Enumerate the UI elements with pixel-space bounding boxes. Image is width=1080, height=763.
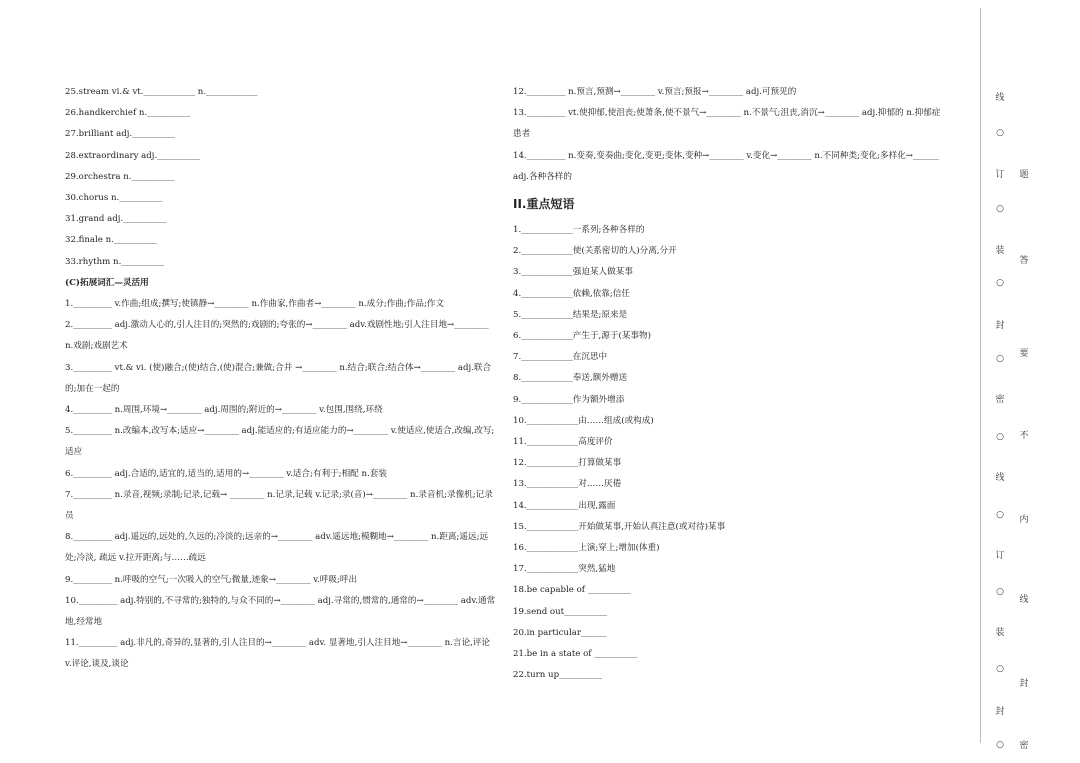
- margin-circle: ○: [996, 740, 1004, 750]
- phrase-item: 12._________ n.预言,预测→________ v.预言;预报→________ adj.可预见的: [513, 87, 797, 97]
- vocab-item: 7._________ n.录音,视频;录制;记录,记载→ ________ n.记录,记载 v.记录;录(音)→________ n.录音机;录像机;记录员: [65, 489, 493, 522]
- margin-char: 线: [995, 473, 1005, 483]
- phrase-item: 5.____________结果是;原来是: [513, 309, 628, 320]
- vocab-item: 4._________ n.周围,环境→________ adj.周围的;附近的→________ v.包围,围绕,环绕: [65, 405, 383, 416]
- phrase-item: 1.____________一系列;各种各样的: [513, 225, 645, 236]
- vocab-item: 2._________ adj.激动人心的,引人注目的;突然的;戏剧的;夸张的→________ adv.戏剧性地;引人注目地→________ n.戏剧;戏剧艺术: [65, 320, 489, 352]
- margin-circle: ○: [996, 432, 1004, 442]
- phrase-item: 8.____________奉送,额外赠送: [513, 373, 628, 384]
- phrase-item: 11.____________高度评价: [513, 437, 613, 448]
- margin-circle: ○: [996, 278, 1004, 288]
- margin-char: 答: [1019, 256, 1029, 266]
- binding-line: [980, 8, 981, 743]
- vocab-item: 1._________ v.作曲;组成;撰写;使镇静→________ n.作曲家,作曲者→________ n.成分;作曲;作品;作文: [65, 299, 445, 310]
- phrase-item: 14.____________出现,露面: [513, 500, 616, 511]
- phrase-item: 12.____________打算做某事: [513, 458, 622, 469]
- phrase-item: 4.____________依赖,依靠;信任: [513, 288, 630, 299]
- vocab-item: 26.handkerchief n.__________: [65, 108, 191, 119]
- margin-char: 装: [995, 246, 1005, 256]
- phrase-item: 10.____________由……组成(或构成): [513, 415, 654, 426]
- margin-circle: ○: [996, 128, 1004, 138]
- vocab-item: 30.chorus n.__________: [65, 193, 163, 204]
- margin-char: 封: [1019, 679, 1029, 689]
- phrase-item: 13.____________对……厌倦: [513, 479, 622, 490]
- phrase-item: 22.turn up__________: [513, 670, 603, 681]
- margin-circle: ○: [996, 587, 1004, 597]
- margin-char: 密: [1019, 741, 1029, 751]
- margin-char: 封: [995, 707, 1005, 717]
- margin-char: 题: [1019, 170, 1029, 180]
- margin-char: 线: [995, 93, 1005, 103]
- phrase-item: 18.be capable of __________: [513, 585, 631, 596]
- phrase-item: 17.____________突然,猛地: [513, 564, 616, 575]
- margin-char: 线: [1019, 595, 1029, 605]
- vocab-item: 11._________ adj.非凡的,奇异的,显著的,引人注目的→________ adv. 显著地,引人注目地→________ n.言论,评论 v.评论,谈及,谈论: [65, 638, 490, 670]
- vocab-item: 33.rhythm n.__________: [65, 256, 165, 267]
- vocab-item: 31.grand adj.__________: [65, 214, 167, 225]
- margin-char: 订: [995, 170, 1005, 180]
- margin-char: 不: [1019, 431, 1029, 441]
- vocab-item: 3._________ vt.& vi. (使)融合;(使)结合,(使)混合;兼做;合并 →________ n.结合;联合;结合体→________ adj.联合的;加在一起的: [65, 362, 492, 394]
- margin-circle: ○: [996, 510, 1004, 520]
- right-column: [513, 82, 948, 686]
- phrase-item: 2.____________使(关系密切的人)分离,分开: [513, 246, 677, 257]
- margin-char: 密: [995, 395, 1005, 405]
- vocab-item: 29.orchestra n.__________: [65, 171, 175, 182]
- phrase-item: 9.____________作为额外增添: [513, 394, 625, 405]
- vocab-item: 10._________ adj.特别的,不寻常的;独特的,与众不同的→________ adj.寻常的,惯常的,通常的→________ adv.通常地,经常地: [65, 595, 496, 628]
- section-heading: (C)拓展词汇—灵活用: [65, 277, 149, 288]
- margin-circle: ○: [996, 354, 1004, 364]
- phrase-item: 3.____________强迫某人做某事: [513, 267, 633, 278]
- section-heading: II.重点短语: [513, 197, 575, 212]
- phrase-item: 13._________ vt.使抑郁,使沮丧;使萧条,使不景气→________ n.不景气;沮丧,消沉→________ adj.抑郁的 n.抑郁症患者: [513, 108, 941, 140]
- phrase-item: 6.____________产生于,源于(某事物): [513, 331, 651, 342]
- margin-char: 封: [995, 321, 1005, 331]
- vocab-item: 8._________ adj.遥远的,远处的,久远的;冷淡的;远亲的→________ adv.遥远地;模糊地→________ n.距离;遥远;远处;冷淡, 疏远 v.拉开距离;与……疏远: [65, 532, 489, 564]
- phrase-item: 16.____________上演;穿上;增加(体重): [513, 543, 660, 554]
- phrase-item: 21.be in a state of __________: [513, 649, 638, 660]
- phrase-item: 7.____________在沉思中: [513, 352, 608, 363]
- margin-char: 要: [1019, 349, 1029, 359]
- margin-char: 内: [1019, 515, 1029, 525]
- phrase-item: 14._________ n.变奏,变奏曲;变化,变更;变体,变种→________ v.变化→________ n.不同种类;变化;多样化→______ adj.各种各样的: [513, 150, 939, 182]
- vocab-item: 9._________ n.呼吸的空气;一次吸入的空气;微量,迹象→________ v.呼吸;呼出: [65, 574, 358, 585]
- vocab-item: 27.brilliant adj.__________: [65, 129, 176, 140]
- margin-circle: ○: [996, 204, 1004, 214]
- phrase-item: 20.in particular______: [513, 627, 607, 638]
- vocab-item: 25.stream vi.& vt.____________ n.____________: [65, 87, 258, 97]
- phrase-item: 15.____________开始做某事,开始认真注意(或对待)某事: [513, 521, 726, 532]
- margin-circle: ○: [996, 664, 1004, 674]
- vocab-item: 6._________ adj.合适的,适宜的,适当的,适用的→________ v.适合;有利于;相配 n.套装: [65, 468, 387, 479]
- phrase-item: 19.send out__________: [513, 606, 608, 617]
- vocab-item: 32.finale n.__________: [65, 235, 157, 246]
- vocab-item: 28.extraordinary adj.__________: [65, 150, 201, 161]
- margin-char: 装: [995, 628, 1005, 638]
- margin-char: 订: [995, 551, 1005, 561]
- vocab-item: 5._________ n.改编本,改写本;适应→________ adj.能适应的;有适应能力的→________ v.使适应,使适合,改编,改写;适应: [65, 426, 495, 458]
- left-column: [65, 82, 497, 676]
